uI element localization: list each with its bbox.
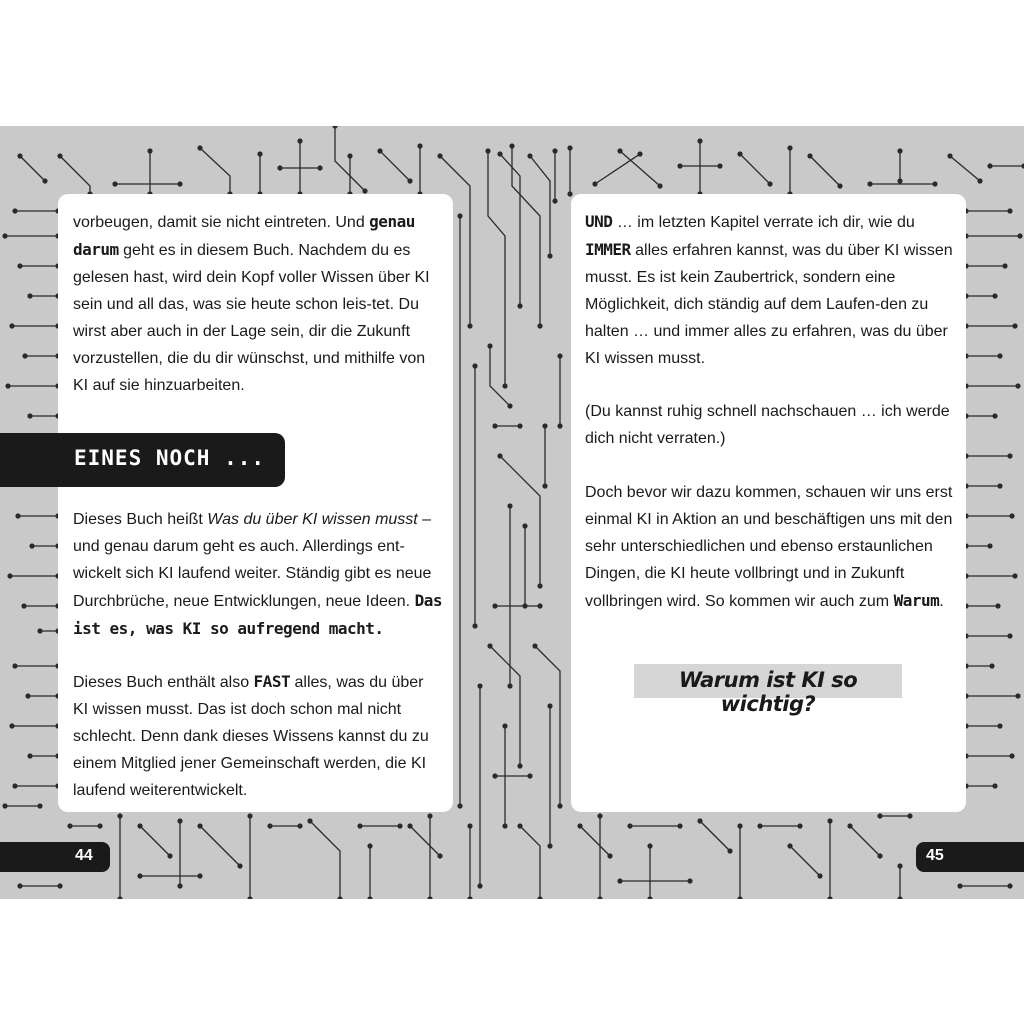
circuit-node — [687, 878, 692, 883]
circuit-node — [837, 183, 842, 188]
circuit-node — [487, 343, 492, 348]
text-run: geht es in diesem Buch. Nachdem du es gelesen hast, wird dein Kopf voller Wissen über KI sein und all das, was sie heute schon leis-tet. Du wirst aber auch in der Lage sein, dir die Zukunft vorzustellen, die du dir wünschst, und mithilfe von KI auf sie hinzuarbeiten. — [73, 242, 430, 394]
circuit-node — [867, 181, 872, 186]
circuit-node — [647, 843, 652, 848]
circuit-node — [112, 181, 117, 186]
circuit-node — [22, 353, 27, 358]
circuit-node — [797, 823, 802, 828]
circuit-node — [337, 896, 342, 899]
circuit-node — [557, 353, 562, 358]
circuit-node — [977, 178, 982, 183]
circuit-node — [457, 213, 462, 218]
circuit-node — [9, 323, 14, 328]
circuit-node — [1007, 883, 1012, 888]
right-text-panel — [571, 194, 966, 812]
circuit-node — [297, 823, 302, 828]
circuit-node — [1002, 263, 1007, 268]
circuit-node — [177, 181, 182, 186]
circuit-node — [577, 823, 582, 828]
circuit-node — [362, 188, 367, 193]
circuit-node — [1015, 693, 1020, 698]
circuit-node — [472, 623, 477, 628]
circuit-node — [307, 818, 312, 823]
circuit-node — [1015, 383, 1020, 388]
circuit-node — [25, 693, 30, 698]
circuit-node — [29, 543, 34, 548]
circuit-trace — [580, 826, 610, 856]
circuit-node — [17, 153, 22, 158]
circuit-node — [567, 191, 572, 196]
circuit-node — [727, 848, 732, 853]
circuit-node — [897, 178, 902, 183]
circuit-trace — [140, 826, 170, 856]
circuit-node — [407, 178, 412, 183]
section-heading: EINES NOCH ... — [74, 446, 266, 470]
circuit-node — [57, 153, 62, 158]
circuit-trace — [790, 846, 820, 876]
circuit-node — [607, 853, 612, 858]
circuit-node — [517, 303, 522, 308]
circuit-node — [57, 883, 62, 888]
bold-text: FAST — [253, 672, 291, 691]
circuit-trace — [520, 826, 540, 899]
circuit-node — [697, 818, 702, 823]
circuit-node — [17, 263, 22, 268]
circuit-node — [457, 803, 462, 808]
circuit-node — [417, 143, 422, 148]
text-run: – und genau darum geht es auch. Allerdings ent-wickelt sich KI laufend weiter. Ständig gibt es neue Durchbrüche, neue Entwicklungen, neue Ideen. — [73, 511, 432, 610]
circuit-node — [677, 823, 682, 828]
text-run: … im letzten Kapitel verrate ich dir, wie du — [612, 214, 915, 231]
circuit-node — [472, 363, 477, 368]
question-highlight-box — [634, 664, 902, 716]
bold-text: IMMER — [585, 240, 631, 259]
circuit-node — [532, 643, 537, 648]
circuit-node — [932, 181, 937, 186]
circuit-node — [37, 628, 42, 633]
circuit-node — [492, 773, 497, 778]
circuit-node — [987, 543, 992, 548]
circuit-node — [697, 138, 702, 143]
circuit-node — [67, 823, 72, 828]
circuit-node — [467, 323, 472, 328]
circuit-node — [15, 513, 20, 518]
left-paragraph-1 — [73, 208, 443, 399]
circuit-node — [492, 603, 497, 608]
circuit-node — [297, 138, 302, 143]
bold-text: Warum — [893, 591, 940, 610]
circuit-node — [487, 643, 492, 648]
circuit-node — [507, 503, 512, 508]
circuit-node — [502, 723, 507, 728]
circuit-node — [1009, 513, 1014, 518]
bold-highlight: Das ist es, was KI so aufregend macht. — [73, 591, 442, 638]
circuit-node — [21, 603, 26, 608]
circuit-node — [907, 813, 912, 818]
circuit-node — [397, 823, 402, 828]
page-number-tab-right — [916, 842, 1024, 872]
circuit-node — [547, 703, 552, 708]
circuit-node — [547, 843, 552, 848]
circuit-node — [247, 813, 252, 818]
circuit-node — [737, 896, 742, 899]
circuit-node — [787, 843, 792, 848]
circuit-trace — [60, 156, 90, 194]
circuit-node — [427, 896, 432, 899]
page-number-tab-left — [0, 842, 110, 872]
circuit-node — [507, 683, 512, 688]
circuit-node — [477, 883, 482, 888]
book-spread — [0, 126, 1024, 899]
circuit-node — [597, 813, 602, 818]
text-run: Dieses Buch enthält also — [73, 674, 254, 691]
circuit-node — [502, 383, 507, 388]
circuit-trace — [410, 826, 440, 856]
circuit-node — [552, 198, 557, 203]
circuit-node — [992, 293, 997, 298]
circuit-node — [817, 873, 822, 878]
text-run: alles, was du über KI wissen musst. Das ist doch schon mal nicht schlecht. Denn dank dieses Wissens kannst du zu einem Mitglied jener Gemeinschaft werden, die KI laufend weiterentwickelt. — [73, 674, 429, 799]
section-heading-bar — [0, 433, 285, 487]
circuit-node — [509, 143, 514, 148]
circuit-node — [787, 145, 792, 150]
circuit-node — [517, 423, 522, 428]
circuit-trace — [700, 821, 730, 851]
circuit-node — [257, 151, 262, 156]
circuit-node — [317, 165, 322, 170]
circuit-node — [547, 253, 552, 258]
circuit-trace — [512, 146, 540, 326]
circuit-node — [877, 853, 882, 858]
circuit-node — [992, 783, 997, 788]
text-run: Dieses Buch heißt — [73, 511, 208, 528]
circuit-node — [737, 151, 742, 156]
circuit-node — [492, 423, 497, 428]
circuit-node — [502, 823, 507, 828]
circuit-node — [807, 153, 812, 158]
circuit-node — [827, 818, 832, 823]
text-run: alles erfahren kannst, was du über KI wissen musst. Es ist kein Zaubertrick, sondern eine Möglichkeit, dich ständig auf dem Laufen-den zu halten … und immer alles zu erfahren, was du über KI wissen musst. — [585, 242, 953, 367]
circuit-node — [437, 153, 442, 158]
circuit-node — [617, 148, 622, 153]
circuit-node — [997, 483, 1002, 488]
circuit-node — [897, 148, 902, 153]
circuit-node — [7, 573, 12, 578]
circuit-node — [517, 823, 522, 828]
circuit-node — [897, 863, 902, 868]
circuit-node — [957, 883, 962, 888]
circuit-node — [497, 453, 502, 458]
circuit-node — [117, 896, 122, 899]
circuit-node — [527, 153, 532, 158]
circuit-node — [2, 233, 7, 238]
circuit-node — [5, 383, 10, 388]
circuit-node — [627, 823, 632, 828]
circuit-node — [537, 323, 542, 328]
circuit-node — [567, 145, 572, 150]
circuit-node — [137, 823, 142, 828]
circuit-node — [197, 145, 202, 150]
circuit-node — [467, 896, 472, 899]
circuit-node — [277, 165, 282, 170]
right-paragraph-3 — [585, 479, 960, 615]
circuit-node — [427, 813, 432, 818]
circuit-trace — [850, 826, 880, 856]
circuit-node — [12, 783, 17, 788]
circuit-node — [197, 873, 202, 878]
circuit-node — [357, 823, 362, 828]
circuit-node — [637, 151, 642, 156]
circuit-trace — [810, 156, 840, 186]
circuit-node — [827, 896, 832, 899]
circuit-node — [37, 803, 42, 808]
circuit-node — [517, 763, 522, 768]
circuit-node — [367, 896, 372, 899]
circuit-node — [1009, 753, 1014, 758]
text-run: vorbeugen, damit sie nicht eintreten. Und — [73, 214, 370, 231]
circuit-trace — [535, 646, 560, 806]
circuit-node — [347, 153, 352, 158]
circuit-node — [497, 151, 502, 156]
circuit-node — [12, 208, 17, 213]
text-run: Doch bevor wir dazu kommen, schauen wir uns erst einmal KI in Aktion an und beschäftigen uns mit den sehr unterschiedlichen und ebenso erstaunlichen Dingen, die KI heute vollbringt und in Zukunft vollbringen wird. So kommen wir auch zum — [585, 484, 953, 610]
circuit-node — [897, 896, 902, 899]
circuit-node — [557, 803, 562, 808]
circuit-node — [557, 423, 562, 428]
circuit-node — [1007, 453, 1012, 458]
circuit-node — [332, 126, 337, 129]
circuit-node — [592, 181, 597, 186]
circuit-node — [737, 823, 742, 828]
circuit-node — [27, 413, 32, 418]
right-paragraph-1 — [585, 208, 955, 372]
circuit-node — [847, 823, 852, 828]
circuit-node — [717, 163, 722, 168]
circuit-node — [1012, 323, 1017, 328]
circuit-node — [117, 813, 122, 818]
circuit-node — [27, 753, 32, 758]
circuit-node — [367, 843, 372, 848]
bold-text: UND — [585, 212, 613, 231]
circuit-node — [537, 583, 542, 588]
circuit-node — [989, 663, 994, 668]
page-number-left: 44 — [75, 847, 93, 864]
circuit-node — [485, 148, 490, 153]
circuit-node — [1012, 573, 1017, 578]
circuit-node — [477, 683, 482, 688]
circuit-node — [542, 483, 547, 488]
circuit-node — [97, 823, 102, 828]
circuit-node — [877, 813, 882, 818]
circuit-node — [552, 148, 557, 153]
circuit-trace — [200, 826, 240, 866]
circuit-node — [507, 403, 512, 408]
bold-text: genau darum — [73, 212, 415, 259]
circuit-node — [992, 413, 997, 418]
circuit-node — [12, 663, 17, 668]
circuit-trace — [490, 346, 510, 406]
circuit-node — [407, 823, 412, 828]
circuit-node — [767, 181, 772, 186]
circuit-node — [27, 293, 32, 298]
circuit-node — [527, 773, 532, 778]
circuit-trace — [500, 456, 540, 586]
circuit-node — [467, 823, 472, 828]
circuit-node — [267, 823, 272, 828]
circuit-trace — [200, 148, 230, 194]
question-heading: Warum ist KI so wichtig? — [678, 668, 858, 716]
circuit-trace — [380, 151, 410, 181]
circuit-trace — [500, 154, 520, 306]
circuit-node — [147, 148, 152, 153]
page-number-right: 45 — [926, 847, 944, 864]
circuit-node — [947, 153, 952, 158]
circuit-node — [677, 163, 682, 168]
circuit-node — [537, 896, 542, 899]
circuit-node — [987, 163, 992, 168]
circuit-node — [597, 896, 602, 899]
circuit-node — [997, 353, 1002, 358]
italic-title: Was du über KI wissen musst — [207, 511, 418, 528]
circuit-node — [42, 178, 47, 183]
circuit-node — [657, 183, 662, 188]
circuit-node — [2, 803, 7, 808]
circuit-node — [247, 896, 252, 899]
left-paragraph-2 — [73, 506, 443, 643]
circuit-trace — [950, 156, 980, 181]
circuit-node — [537, 603, 542, 608]
circuit-node — [17, 883, 22, 888]
circuit-node — [137, 873, 142, 878]
left-paragraph-3 — [73, 668, 443, 804]
circuit-node — [542, 423, 547, 428]
circuit-node — [197, 823, 202, 828]
circuit-trace — [20, 156, 45, 181]
circuit-node — [1007, 208, 1012, 213]
circuit-trace — [595, 154, 640, 184]
circuit-node — [9, 723, 14, 728]
circuit-node — [757, 823, 762, 828]
circuit-node — [177, 818, 182, 823]
circuit-node — [617, 878, 622, 883]
circuit-node — [995, 603, 1000, 608]
right-paragraph-2: (Du kannst ruhig schnell nachschauen … ich werde dich nicht verraten.) — [585, 403, 950, 447]
circuit-node — [377, 148, 382, 153]
circuit-node — [1017, 233, 1022, 238]
left-text-panel — [58, 194, 453, 812]
circuit-node — [437, 853, 442, 858]
circuit-node — [237, 863, 242, 868]
circuit-node — [1007, 633, 1012, 638]
circuit-trace — [740, 154, 770, 184]
circuit-node — [647, 896, 652, 899]
text-run: . — [939, 593, 944, 610]
circuit-node — [522, 523, 527, 528]
circuit-trace — [310, 821, 340, 899]
circuit-node — [177, 883, 182, 888]
circuit-node — [167, 853, 172, 858]
circuit-node — [997, 723, 1002, 728]
